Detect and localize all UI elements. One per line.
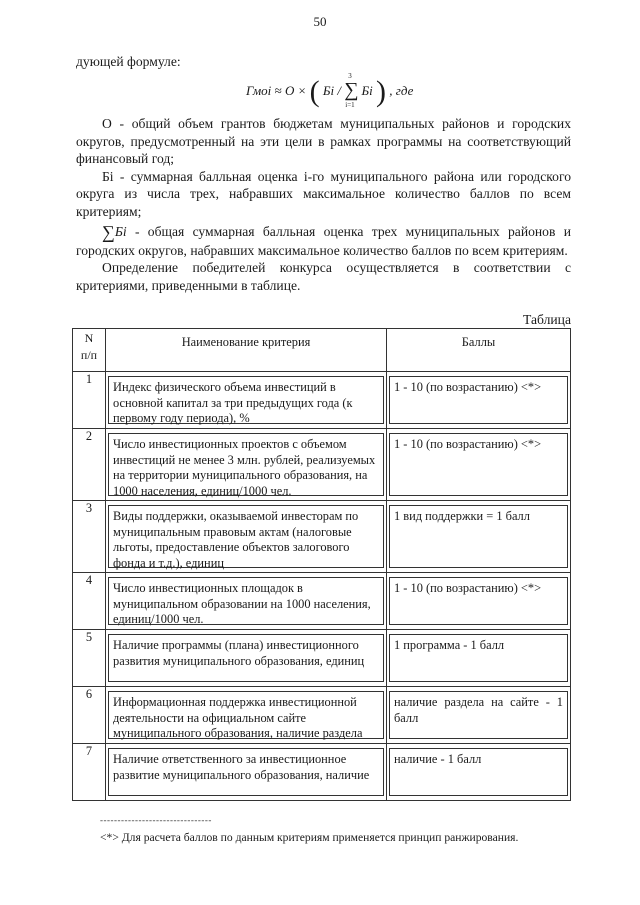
criterion-score: 1 - 10 (по возрастанию) <*>	[389, 577, 568, 625]
formula-tail: , где	[389, 82, 414, 98]
sum-lower-limit: і=1	[345, 101, 355, 109]
table-row	[73, 372, 571, 429]
table-header-row	[73, 329, 571, 372]
criterion-score: 1 программа - 1 балл	[389, 634, 568, 682]
score-cell	[387, 501, 571, 573]
header-number	[73, 329, 106, 372]
sum-symbol: ∑	[102, 222, 115, 242]
criterion-name: Наличие программы (плана) инвестиционного развития муниципального образования, единиц	[108, 634, 384, 682]
definition-sum	[76, 223, 571, 259]
row-number: 5	[73, 630, 106, 687]
grant-formula	[246, 74, 413, 110]
formula-lhs: Гмоі	[246, 82, 272, 98]
row-number: 2	[73, 429, 106, 501]
score-cell	[387, 630, 571, 687]
definitions	[76, 115, 571, 294]
criterion-cell	[106, 573, 387, 630]
header-number-line2: п/п	[80, 348, 98, 362]
sum-upper-limit: 3	[348, 72, 352, 80]
table-row	[73, 744, 571, 801]
score-cell	[387, 687, 571, 744]
footnote-rule: --------------------------------	[100, 815, 212, 825]
score-cell	[387, 573, 571, 630]
formula-o: О	[284, 82, 295, 98]
definition-o: О - общий объем грантов бюджетам муниципальных районов и городских округов, предусмотренный на эти цели в рамках программы на соответствующий финансовый год;	[76, 116, 571, 166]
row-number: 6	[73, 687, 106, 744]
formula-open-paren: (	[309, 75, 320, 108]
sum-definition-text: - общая суммарная балльная оценка трех муниципальных районов и городских округов, набравших максимальное количество баллов по всем критериям.	[76, 224, 571, 258]
formula-sum-term: Бі	[361, 82, 373, 98]
header-number-line1: N	[84, 331, 94, 345]
criterion-score: наличие - 1 балл	[389, 748, 568, 796]
formula-bi: Бі	[322, 82, 335, 98]
formula-close-paren: )	[376, 75, 387, 108]
criterion-cell	[106, 501, 387, 573]
criterion-name: Информационная поддержка инвестиционной деятельности на официальном сайте муниципального образования, наличие раздела	[108, 691, 384, 739]
formula-slash: /	[337, 82, 342, 98]
formula-approx: ≈	[274, 82, 282, 98]
table-row	[73, 429, 571, 501]
criterion-cell	[106, 372, 387, 429]
header-name: Наименование критерия	[106, 329, 387, 372]
criterion-score: 1 вид поддержки = 1 балл	[389, 505, 568, 568]
sigma-symbol: ∑	[344, 79, 359, 101]
table-row	[73, 687, 571, 744]
criteria-table	[72, 328, 571, 801]
criterion-name: Виды поддержки, оказываемой инвесторам по муниципальным правовым актам (налоговые льготы, предоставление объектов залогового фонда и т.д.), единиц	[108, 505, 384, 568]
score-cell	[387, 372, 571, 429]
criterion-name: Наличие ответственного за инвестиционное развитие муниципального образования, наличие	[108, 748, 384, 796]
header-score: Баллы	[387, 329, 571, 372]
criterion-cell	[106, 429, 387, 501]
criterion-name: Число инвестиционных площадок в муниципальном образовании на 1000 населения, единиц/1000 чел.	[108, 577, 384, 625]
page-number: 50	[313, 14, 327, 29]
winners-paragraph: Определение победителей конкурса осуществляется в соответствии с критериями, приведенными в таблице.	[76, 260, 571, 293]
criterion-cell	[106, 687, 387, 744]
criterion-cell	[106, 630, 387, 687]
formula-times: ×	[297, 82, 307, 98]
criterion-cell	[106, 744, 387, 801]
row-number: 7	[73, 744, 106, 801]
table-row	[73, 630, 571, 687]
intro-text: дующей формуле:	[76, 54, 181, 69]
criterion-score: 1 - 10 (по возрастанию) <*>	[389, 433, 568, 496]
definition-bi: Бі - суммарная балльная оценка і-го муниципального района или городского округа из числа трех, набравших максимальное количество баллов по всем критериям;	[76, 168, 571, 219]
intro-line	[76, 53, 571, 71]
criterion-score: наличие раздела на сайте - 1 балл	[389, 691, 568, 739]
footnote: <*> Для расчета баллов по данным критериям применяется принцип ранжирования.	[100, 831, 519, 844]
table-caption: Таблица	[523, 312, 571, 327]
row-number: 4	[73, 573, 106, 630]
criterion-name: Индекс физического объема инвестиций в основной капитал за три предыдущих года (к первому году периода), %	[108, 376, 384, 424]
row-number: 3	[73, 501, 106, 573]
table-row	[73, 573, 571, 630]
table-row	[73, 501, 571, 573]
criterion-name: Число инвестиционных проектов с объемом инвестиций не менее 3 млн. рублей, реализуемых на территории муниципального образования, на 1000 населения, единиц/1000 чел.	[108, 433, 384, 496]
criterion-score: 1 - 10 (по возрастанию) <*>	[389, 376, 568, 424]
sum-term: Бі	[114, 224, 127, 239]
score-cell	[387, 744, 571, 801]
score-cell	[387, 429, 571, 501]
formula-sum	[344, 74, 358, 110]
row-number: 1	[73, 372, 106, 429]
